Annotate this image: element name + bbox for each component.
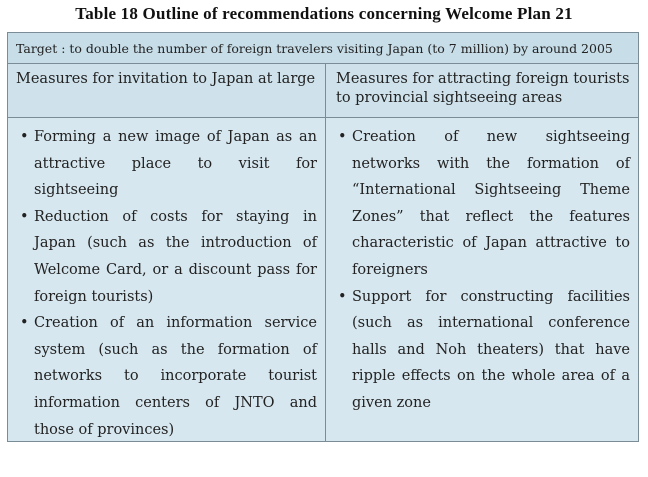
list-item — [20, 124, 317, 204]
bullet-marker: • — [338, 288, 347, 305]
body-row — [8, 118, 638, 441]
column-header-invitation: Measures for invitation to Japan at large — [8, 64, 326, 117]
bullet-marker: • — [20, 129, 29, 145]
column-provincial-items — [326, 118, 638, 441]
list-item — [338, 124, 630, 284]
list-item — [20, 204, 317, 310]
item-text: Creation of new sightseeing networks with the formation of “International Sightseeing Theme Zones” that reflect the features characteristic of Japan attractive to foreigners — [352, 129, 630, 278]
item-text: Forming a new image of Japan as an attractive place to visit for sightseeing — [34, 129, 317, 199]
table-title: Table 18 Outline of recommendations concerning Welcome Plan 21 — [75, 4, 573, 23]
target-row: Target : to double the number of foreign travelers visiting Japan (to 7 million) by around 2005 — [8, 33, 638, 64]
list-item — [338, 284, 630, 417]
item-text: Reduction of costs for staying in Japan (such as the introduction of Welcome Card, or a discount pass for foreign tourists) — [34, 208, 317, 305]
bullet-marker: • — [338, 129, 347, 145]
recommendations-table — [7, 32, 639, 442]
item-text: Creation of an information service system (such as the formation of networks to incorporate tourist information centers of JNTO and those of provinces) — [34, 315, 317, 438]
list-item — [20, 310, 317, 443]
header-row — [8, 64, 638, 118]
column-invitation-items — [8, 118, 326, 441]
item-text: Support for constructing facilities (such as international conference halls and Noh theaters) that have ripple effects on the whole area of a given zone — [352, 288, 630, 411]
bullet-marker: • — [20, 315, 29, 332]
column-header-provincial: Measures for attracting foreign tourists to provincial sightseeing areas — [336, 71, 630, 106]
bullet-marker: • — [20, 208, 29, 225]
